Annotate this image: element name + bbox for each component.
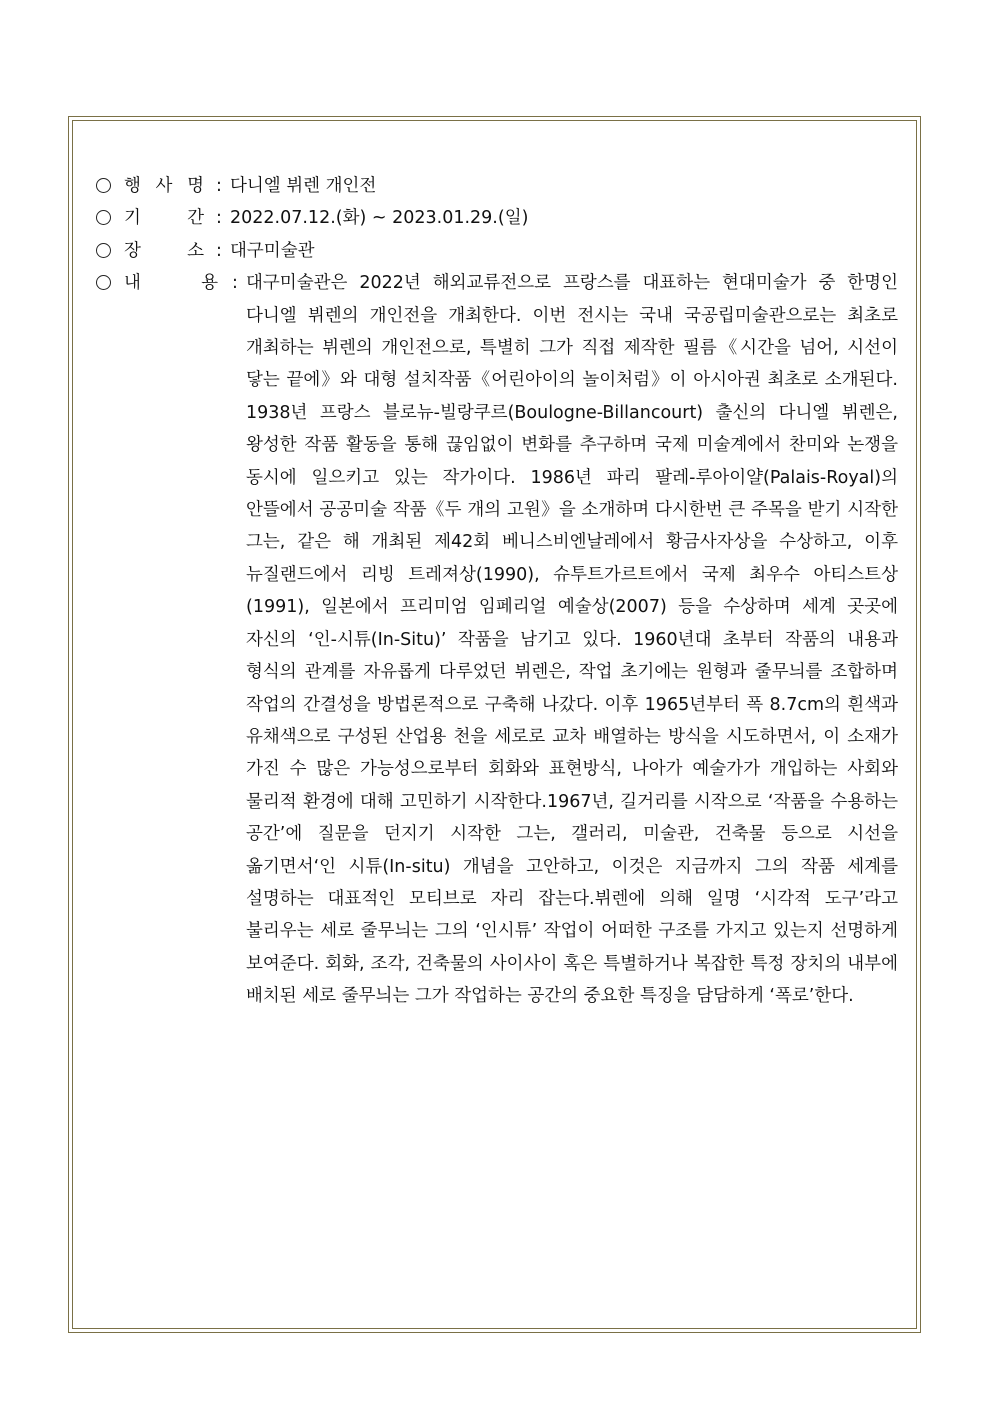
- info-label: 행 사 명: [124, 176, 204, 196]
- circle-bullet-icon: [96, 267, 116, 299]
- event-name-value: 다니엘 뷔렌 개인전: [230, 176, 377, 196]
- info-row-event-name: [96, 170, 898, 202]
- info-label: 장 소: [124, 240, 204, 261]
- info-row-venue: [96, 235, 898, 267]
- colon: :: [216, 240, 222, 261]
- circle-bullet-icon: [96, 235, 116, 267]
- venue-value: 대구미술관: [230, 240, 315, 261]
- circle-bullet-icon: [96, 170, 116, 202]
- info-label: 내 용: [124, 273, 218, 294]
- info-row-period: [96, 202, 898, 234]
- colon: :: [216, 208, 222, 229]
- colon: :: [216, 176, 222, 196]
- colon: :: [232, 273, 238, 294]
- period-value: 2022.07.12.(화) ~ 2023.01.29.(일): [230, 208, 529, 229]
- content-description: 대구미술관은 2022년 해외교류전으로 프랑스를 대표하는 현대미술가 중 한명인 다니엘 뷔렌의 개인전을 개최한다. 이번 전시는 국내 국공립미술관으로는 최초로 개최하는 뷔렌의 개인전으로, 특별히 그가 직접 제작한 필름《시간을 넘어, 시선이 닿는 끝에》와 대형 설치작품《어린아이의 놀이처럼》이 아시아권 최초로 소개된다. 1938년 프랑스 블로뉴-빌랑쿠르(Boulogne-Billancourt) 출신의 다니엘 뷔렌은, 왕성한 작품 활동을 통해 끊임없이 변화를 추구하며 국제 미술계에서 찬미와 논쟁을 동시에 일으키고 있는 작가이다. 1986년 파리 팔레-루아이얄(Palais-Royal)의 안뜰에서 공공미술 작품《두 개의 고원》을 소개하며 다시한번 큰 주목을 받기 시작한 그는, 같은 해 개최된 제42회 베니스비엔날레에서 황금사자상을 수상하고, 이후 뉴질랜드에서 리빙 트레져상(1990), 슈투트가르트에서 국제 최우수 아티스트상(1991), 일본에서 프리미엄 임페리얼 예술상(2007) 등을 수상하며 세계 곳곳에 자신의 ‘인-시튜(In-Situ)’ 작품을 남기고 있다. 1960년대 초부터 작품의 내용과 형식의 관계를 자유롭게 다루었던 뷔렌은, 작업 초기에는 원형과 줄무늬를 조합하며 작업의 간결성을 방법론적으로 구축해 나갔다. 이후 1965년부터 폭 8.7cm의 흰색과 유채색으로 구성된 산업용 천을 세로로 교차 배열하는 방식을 시도하면서, 이 소재가 가진 수 많은 가능성으로부터 회화와 표현방식, 나아가 예술가가 개입하는 사회와 물리적 환경에 대해 고민하기 시작한다.1967년, 길거리를 시작으로 ‘작품을 수용하는 공간’에 질문을 던지기 시작한 그는, 갤러리, 미술관, 건축물 등으로 시선을 옮기면서‘인 시튜(In-situ) 개념을 고안하고, 이것은 지금까지 그의 작품 세계를 설명하는 대표적인 모티브로 자리 잡는다.뷔렌에 의해 일명 ‘시각적 도구’라고 불리우는 세로 줄무늬는 그의 ‘인시튜’ 작업이 어떠한 구조를 가지고 있는지 선명하게 보여준다. 회화, 조각, 건축물의 사이사이 혹은 특별하거나 복잡한 특정 장치의 내부에 배치된 세로 줄무늬는 그가 작업하는 공간의 중요한 특징을 담담하게 ‘폭로’한다.: [246, 273, 898, 1007]
- circle-bullet-icon: [96, 202, 116, 234]
- info-row-content: [96, 267, 898, 1012]
- event-info: [96, 170, 898, 1013]
- info-label: 기 간: [124, 208, 204, 229]
